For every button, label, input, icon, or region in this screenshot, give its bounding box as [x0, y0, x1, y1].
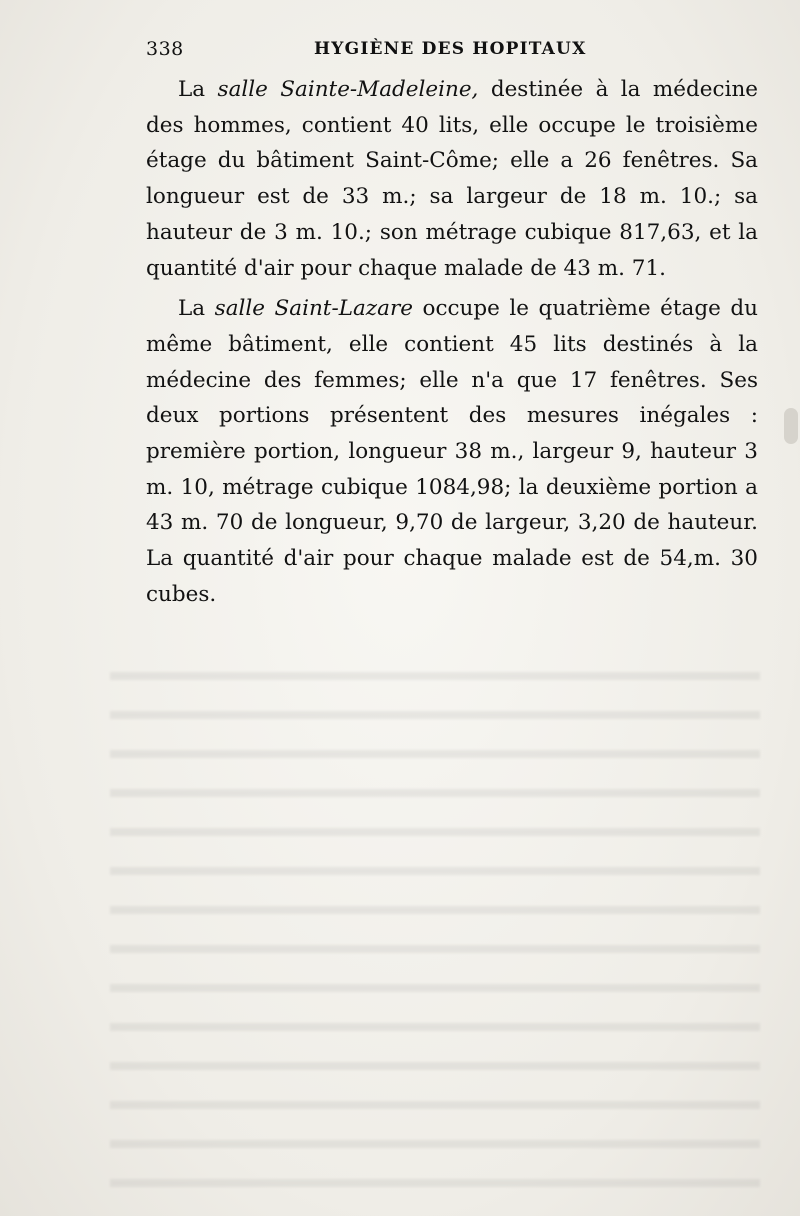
page-header — [146, 38, 752, 62]
paragraph-saint-lazare — [146, 291, 758, 612]
paragraph-lead: La — [178, 296, 215, 322]
paragraph-lead: La — [178, 77, 218, 102]
paragraph-text: destinée à la médecine des hommes, contient 40 lits, elle occupe le troisième étage du bâtiment Saint-Côme; elle a 26 fenêtres. Sa longueur est de 33 m.; sa largeur de 18 m. 10.; sa hauteur de 3 m. 10.; son métrage cubique 817,63, et la quantité d'air pour chaque malade de 43 m. 71. — [146, 77, 759, 281]
body-text — [146, 72, 758, 613]
room-name: salle Sainte-Madeleine, — [217, 77, 479, 102]
paragraph-text: occupe le quatrième étage du même bâtiment, elle contient 45 lits destinés à la médecine des femmes; elle n'a que 17 fenêtres. Ses deux portions présentent des mesures inégales : première portion, longueur 38 m., largeur 9, hauteur 3 m. 10, métrage cubique 1084,98; la deuxième portion a 43 m. 70 de longueur, 9,70 de largeur, 3,20 de hauteur. La quantité d'air pour chaque malade est de 54,m. 30 cubes. — [146, 296, 758, 607]
show-through-texture — [110, 650, 760, 1190]
page-blemish — [784, 408, 798, 444]
paragraph-sainte-madeleine — [146, 72, 758, 286]
room-name: salle Saint-Lazare — [214, 296, 413, 322]
page-number: 338 — [146, 38, 184, 60]
running-title: HYGIÈNE DES HOPITAUX — [314, 39, 587, 59]
